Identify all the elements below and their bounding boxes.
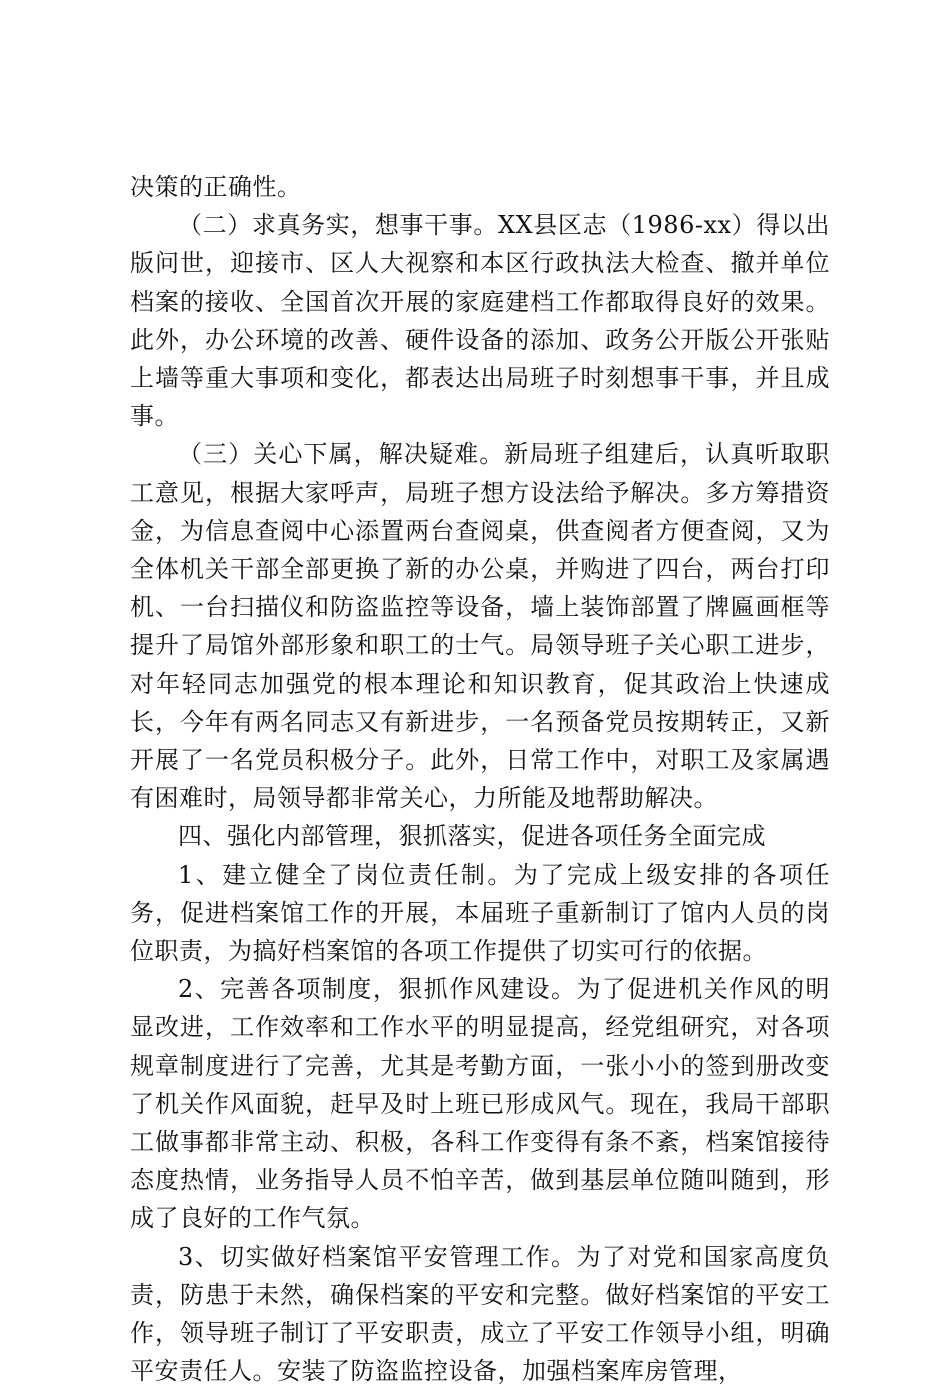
paragraph-item-2: 2、完善各项制度，狠抓作风建设。为了促进机关作风的明显改进，工作效率和工作水平的明显提高，经党组研究，对各项规章制度进行了完善，尤其是考勤方面，一张小小的签到册改变了机关作风面貌，赶早及时上班已形成风气。现在，我局干部职工做事都非常主动、积极，各科工作变得有条不紊，档案馆接待态度热情，业务指导人员不怕辛苦，做到基层单位随叫随到，形成了良好的工作气氛。 — [130, 975, 830, 1233]
paragraph-item-1: 1、建立健全了岗位责任制。为了完成上级安排的各项任务，促进档案馆工作的开展，本届班子重新制订了馆内人员的岗位职责，为搞好档案馆的各项工作提供了切实可行的依据。 — [130, 860, 830, 966]
paragraph-item-3: 3、切实做好档案馆平安管理工作。为了对党和国家高度负责，防患于未然，确保档案的平安和完整。做好档案馆的平安工作，领导班子制订了平安职责，成立了平安工作领导小组，明确平安责任人。安装了防盗监控设备，加强档案库房管理， — [130, 1242, 830, 1386]
paragraph-2: （二）求真务实，想事干事。XX县区志（1986-xx）得以出版问世，迎接市、区人大视察和本区行政执法大检查、撤并单位档案的接收、全国首次开展的家庭建档工作都取得良好的效果。此外，办公环境的改善、硬件设备的添加、政务公开版公开张贴上墙等重大事项和变化，都表达出局班子时刻想事干事，并且成事。 — [130, 211, 830, 431]
document-body — [130, 168, 830, 1391]
paragraph-3: （三）关心下属，解决疑难。新局班子组建后，认真听取职工意见，根据大家呼声，局班子想方设法给予解决。多方筹措资金，为信息查阅中心添置两台查阅桌，供查阅者方便查阅，又为全体机关干部全部更换了新的办公桌，并购进了四台，两台打印机、一台扫描仪和防盗监控等设备，墙上装饰部置了牌匾画框等提升了局馆外部形象和职工的士气。局领导班子关心职工进步，对年轻同志加强党的根本理论和知识教育，促其政治上快速成长，今年有两名同志又有新进步，一名预备党员按期转正，又新开展了一名党员积极分子。此外，日常工作中，对职工及家属遇有困难时，局领导都非常关心，力所能及地帮助解决。 — [130, 440, 830, 813]
paragraph-1: 决策的正确性。 — [130, 173, 302, 201]
section-heading-4: 四、强化内部管理，狠抓落实，促进各项任务全面完成 — [178, 822, 766, 851]
